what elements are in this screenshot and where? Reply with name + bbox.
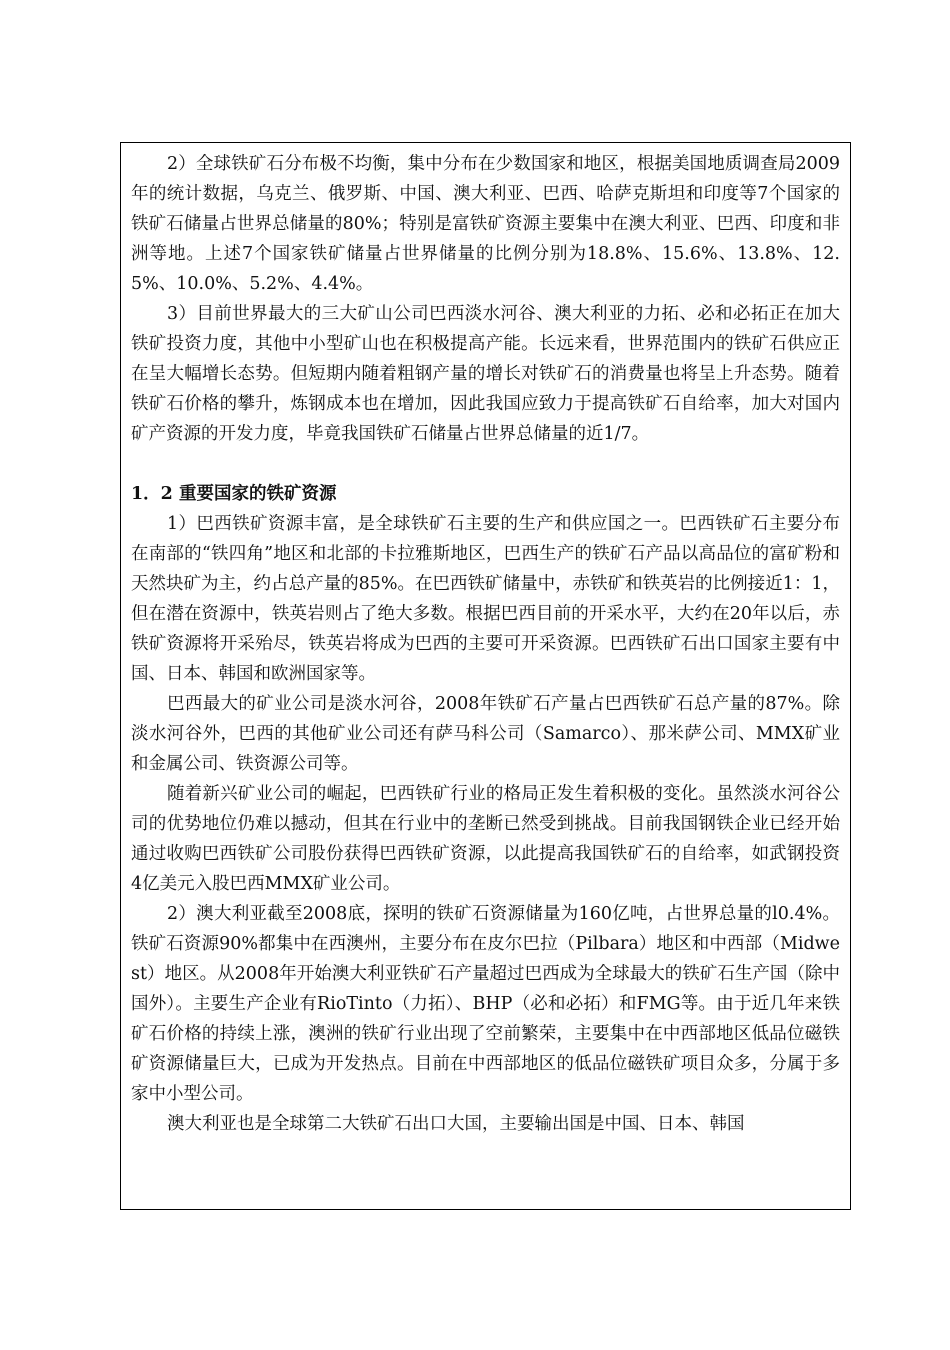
paragraph-brazil-industry-change: 随着新兴矿业公司的崛起，巴西铁矿行业的格局正发生着积极的变化。虽然淡水河谷公司的优势地位仍难以撼动，但其在行业中的垄断已然受到挑战。目前我国钢铁企业已经开始通过收购巴西铁矿公司股份获得巴西铁矿资源，以此提高我国铁矿石的自给率，如武钢投资4亿美元入股巴西MMX矿业公司。: [131, 784, 840, 894]
paragraph-australia-exports: 澳大利亚也是全球第二大铁矿石出口大国，主要输出国是中国、日本、韩国: [167, 1114, 745, 1134]
paragraph-major-miners: 3）目前世界最大的三大矿山公司巴西淡水河谷、澳大利亚的力拓、必和必拓正在加大铁矿投资力度，其他中小型矿山也在积极提高产能。长远来看，世界范围内的铁矿石供应正在呈大幅增长态势。但短期内随着粗钢产量的增长对铁矿石的消费量也将呈上升态势。随着铁矿石价格的攀升，炼钢成本也在增加，因此我国应致力于提高铁矿石自给率，加大对国内矿产资源的开发力度，毕竟我国铁矿石储量占世界总储量的近1/7。: [131, 304, 840, 444]
paragraph-brazil-companies: 巴西最大的矿业公司是淡水河谷，2008年铁矿石产量占巴西铁矿石总产量的87%。除淡水河谷外，巴西的其他矿业公司还有萨马科公司（Samarco）、那米萨公司、MMX矿业和金属公司、铁资源公司等。: [131, 694, 840, 774]
paragraph-brazil-resources: 1）巴西铁矿资源丰富，是全球铁矿石主要的生产和供应国之一。巴西铁矿石主要分布在南部的“铁四角”地区和北部的卡拉雅斯地区，巴西生产的铁矿石产品以高品位的富矿粉和天然块矿为主，约占总产量的85%。在巴西铁矿储量中，赤铁矿和铁英岩的比例接近1：1，但在潜在资源中，铁英岩则占了绝大多数。根据巴西目前的开采水平，大约在20年以后，赤铁矿资源将开采殆尽，铁英岩将成为巴西的主要可开采资源。巴西铁矿石出口国家主要有中国、日本、韩国和欧洲国家等。: [131, 514, 840, 684]
blank-line: [131, 449, 840, 479]
paragraph-australia-resources: 2）澳大利亚截至2008底，探明的铁矿石资源储量为160亿吨，占世界总量的l0.4%。铁矿石资源90%都集中在西澳州，主要分布在皮尔巴拉（Pilbara）地区和中西部（Midwest）地区。从2008年开始澳大利亚铁矿石产量超过巴西成为全球最大的铁矿石生产国（除中国外）。主要生产企业有RioTinto（力拓）、BHP（必和必拓）和FMG等。由于近几年来铁矿石价格的持续上涨，澳洲的铁矿行业出现了空前繁荣，主要集中在中西部地区低品位磁铁矿资源储量巨大，已成为开发热点。目前在中西部地区的低品位磁铁矿项目众多，分属于多家中小型公司。: [131, 904, 840, 1104]
document-frame: [120, 142, 851, 1210]
section-heading: 1．2 重要国家的铁矿资源: [131, 484, 337, 504]
paragraph-global-distribution: 2）全球铁矿石分布极不均衡，集中分布在少数国家和地区，根据美国地质调查局2009年的统计数据，乌克兰、俄罗斯、中国、澳大利亚、巴西、哈萨克斯坦和印度等7个国家的铁矿石储量占世界总储量的80%；特别是富铁矿资源主要集中在澳大利亚、巴西、印度和非洲等地。上述7个国家铁矿储量占世界储量的比例分别为18.8%、15.6%、13.8%、12.5%、10.0%、5.2%、4.4%。: [131, 154, 840, 294]
